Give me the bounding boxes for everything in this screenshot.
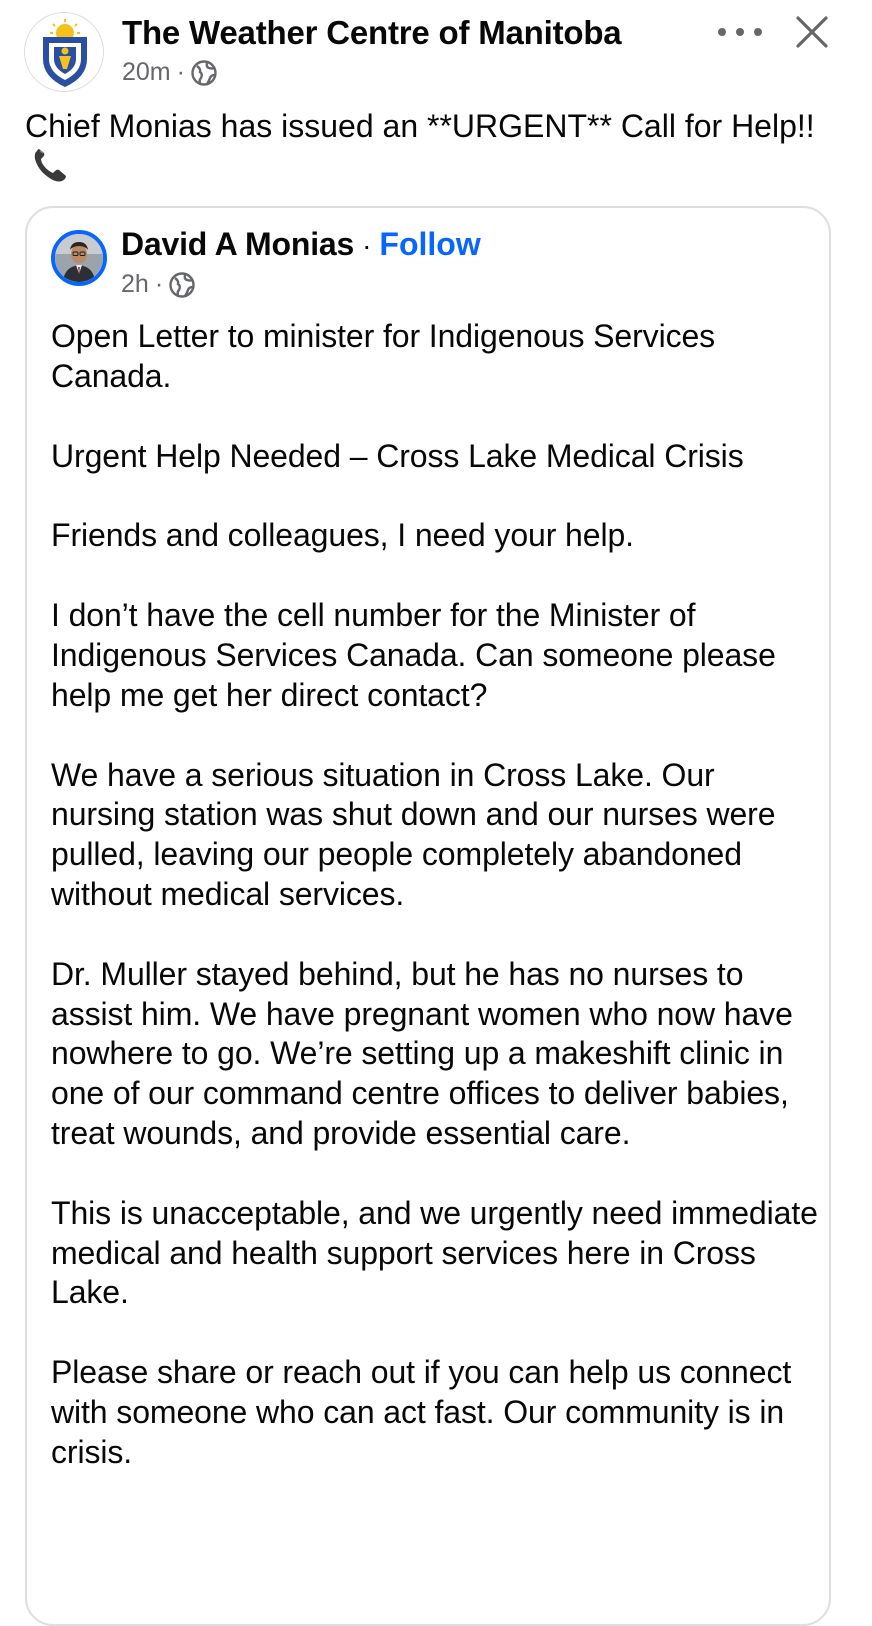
page-name[interactable]: The Weather Centre of Manitoba [122, 14, 622, 51]
letter-paragraph: Please share or reach out if you can help us connect with someone who can act fast. Our community is in crisis. [51, 1354, 792, 1470]
author-name[interactable]: David A Monias [121, 226, 355, 262]
shared-post-card[interactable] [25, 206, 831, 1626]
more-horizontal-icon[interactable] [718, 14, 762, 50]
letter-paragraph: Urgent Help Needed – Cross Lake Medical Crisis [51, 437, 744, 474]
letter-paragraph: Open Letter to minister for Indigenous Services Canada. [51, 318, 716, 394]
shared-post-time[interactable]: 2h [121, 270, 149, 298]
author-avatar[interactable] [51, 230, 107, 286]
caption-text: Chief Monias has issued an **URGENT** Call for Help!! [25, 108, 815, 144]
post-header [0, 0, 872, 110]
page-avatar[interactable] [24, 12, 104, 92]
globe-icon [191, 60, 217, 86]
post-time[interactable]: 20m [122, 58, 171, 86]
post-caption [25, 106, 845, 187]
letter-paragraph: Dr. Muller stayed behind, but he has no nurses to assist him. We have pregnant women who now have nowhere to go. We’re setting up a makeshift clinic in one of our command centre offices to deliver babies, treat wounds, and provide essential care. [51, 955, 793, 1151]
letter-paragraph: Friends and colleagues, I need your help. [51, 517, 634, 554]
meta-separator: · [154, 270, 164, 298]
letter-body [51, 317, 821, 1513]
post-meta [122, 58, 217, 87]
close-icon[interactable] [790, 10, 834, 54]
author-row [121, 226, 481, 263]
shared-post-meta [121, 270, 195, 299]
follow-button[interactable]: Follow [379, 226, 481, 262]
letter-paragraph: This is unacceptable, and we urgently need immediate medical and health support services here in Cross Lake. [51, 1194, 818, 1311]
globe-icon [169, 272, 195, 298]
author-separator: · [362, 230, 372, 261]
telephone-receiver-icon [31, 146, 71, 184]
author-photo [55, 234, 103, 282]
meta-separator: · [176, 58, 185, 86]
letter-paragraph: We have a serious situation in Cross Lake. Our nursing station was shut down and our nurses were pulled, leaving our people completely abandoned without medical services. [51, 756, 776, 912]
letter-paragraph: I don’t have the cell number for the Minister of Indigenous Services Canada. Can someone please help me get her direct contact? [51, 597, 776, 713]
page-logo [25, 13, 104, 92]
